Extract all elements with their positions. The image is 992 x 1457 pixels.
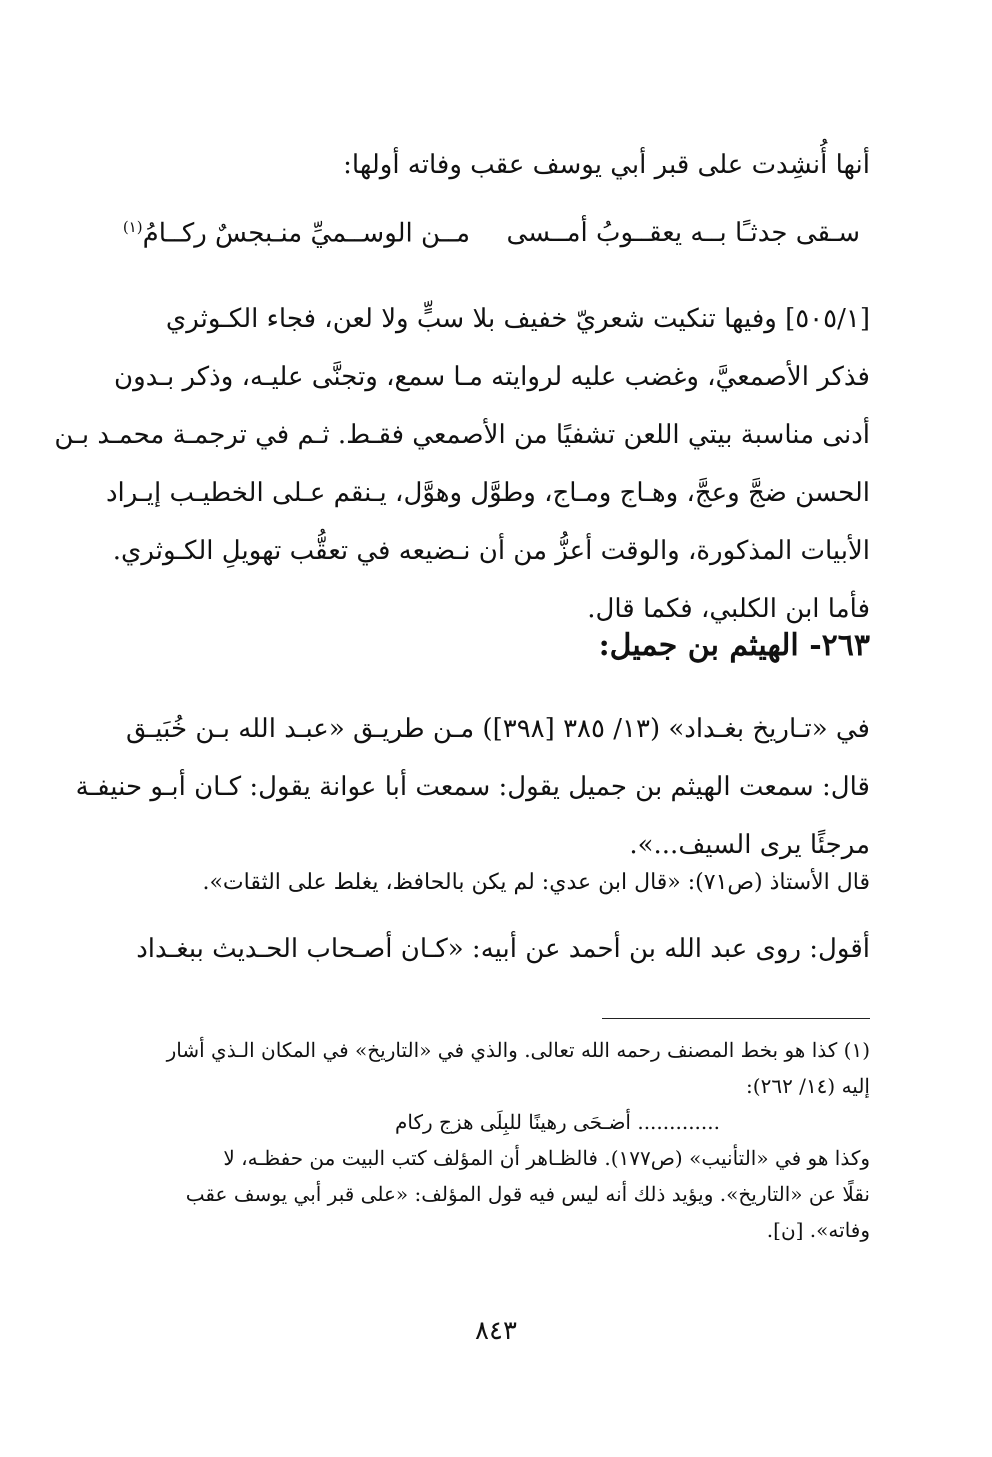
paragraph-1-line: الحسن ضجَّ وعجَّ، وهـاج ومـاج، وطوَّل وهوَّل، يـنقم عـلى الخطيـب إيـراد [105, 478, 870, 508]
paragraph-1 [54, 290, 870, 638]
section-heading: ٢٦٣- الهيثم بن جميل: [598, 628, 870, 663]
paragraph-1-line: فأما ابن الكلبي، فكما قال. [587, 594, 870, 624]
footnote-line: وفاته». [ن]. [766, 1218, 870, 1242]
paragraph-3 [110, 870, 870, 895]
footnote-line: نقلًا عن «التاريخ». ويؤيد ذلك أنه ليس فيه قول المؤلف: «على قبر أبي يوسف عقب [185, 1182, 870, 1206]
footnote-verse: ............. أضـحَى رهينًا للبِلَى هزج ركام [395, 1110, 720, 1134]
intro-line [110, 150, 870, 180]
footnotes [110, 1032, 870, 1248]
footnote-marker: (١) [122, 218, 143, 236]
footnote-line: وكذا هو في «التأنيب» (ص١٧٧). فالظـاهر أن المؤلف كتب البيت من حفظـه، لا [223, 1146, 870, 1170]
intro-text: أنها أُنشِدت على قبر أبي يوسف عقب وفاته أولها: [343, 150, 870, 180]
verse-first-hemistich: سـقى جدثـًا بــه يعقــوبُ أمــسى [506, 218, 860, 248]
paragraph-1-line: فذكر الأصمعيَّ، وغضب عليه لروايته مـا سمع، وتجنَّى عليـه، وذكر بـدون [114, 362, 870, 392]
footnote-line: إليه (١٤/ ٢٦٢): [746, 1074, 870, 1098]
paragraph-2 [75, 700, 870, 874]
paragraph-4 [110, 934, 870, 964]
paragraph-3-text: قال الأستاذ (ص٧١): «قال ابن عدي: لم يكن بالحافظ، يغلط على الثقات». [202, 870, 870, 895]
paragraph-4-text: أقول: روى عبد الله بن أحمد عن أبيه: «كـان أصـحاب الحـديث ببغـداد [136, 934, 870, 964]
paragraph-1-line: أدنى مناسبة بيتي اللعن تشفيًا من الأصمعي فقـط. ثـم في ترجمـة محمـد بـن [54, 420, 870, 450]
paragraph-2-line: مرجئًا يرى السيف...». [629, 830, 870, 860]
poem-verse [110, 218, 870, 264]
paragraph-1-line: الأبيات المذكورة، والوقت أعزُّ من أن نـضيعه في تعقُّب تهويلِ الكـوثري. [112, 536, 870, 566]
page-number: ٨٤٣ [475, 1316, 517, 1346]
footnote-line: (١) كذا هو بخط المصنف رحمه الله تعالى. والذي في «التاريخ» في المكان الـذي أشار [166, 1038, 870, 1062]
paragraph-2-line: في «تـاريخ بغـداد» (١٣/ ٣٨٥ [٣٩٨]) مـن طريـق «عبـد الله بـن خُبَيـق [126, 714, 870, 744]
paragraph-1-line: [٥٠٥/١] وفيها تنكيت شعريّ خفيف بلا سبٍّ ولا لعن، فجاء الكـوثري [165, 304, 870, 334]
verse-second-hemistich: مــن الوســميِّ منـبجسٌ ركــامُ$^{(١)}$ [122, 218, 470, 249]
paragraph-2-line: قال: سمعت الهيثم بن جميل يقول: سمعت أبا عوانة يقول: كـان أبـو حنيفـة [75, 772, 870, 802]
footnote-separator [602, 1018, 870, 1019]
